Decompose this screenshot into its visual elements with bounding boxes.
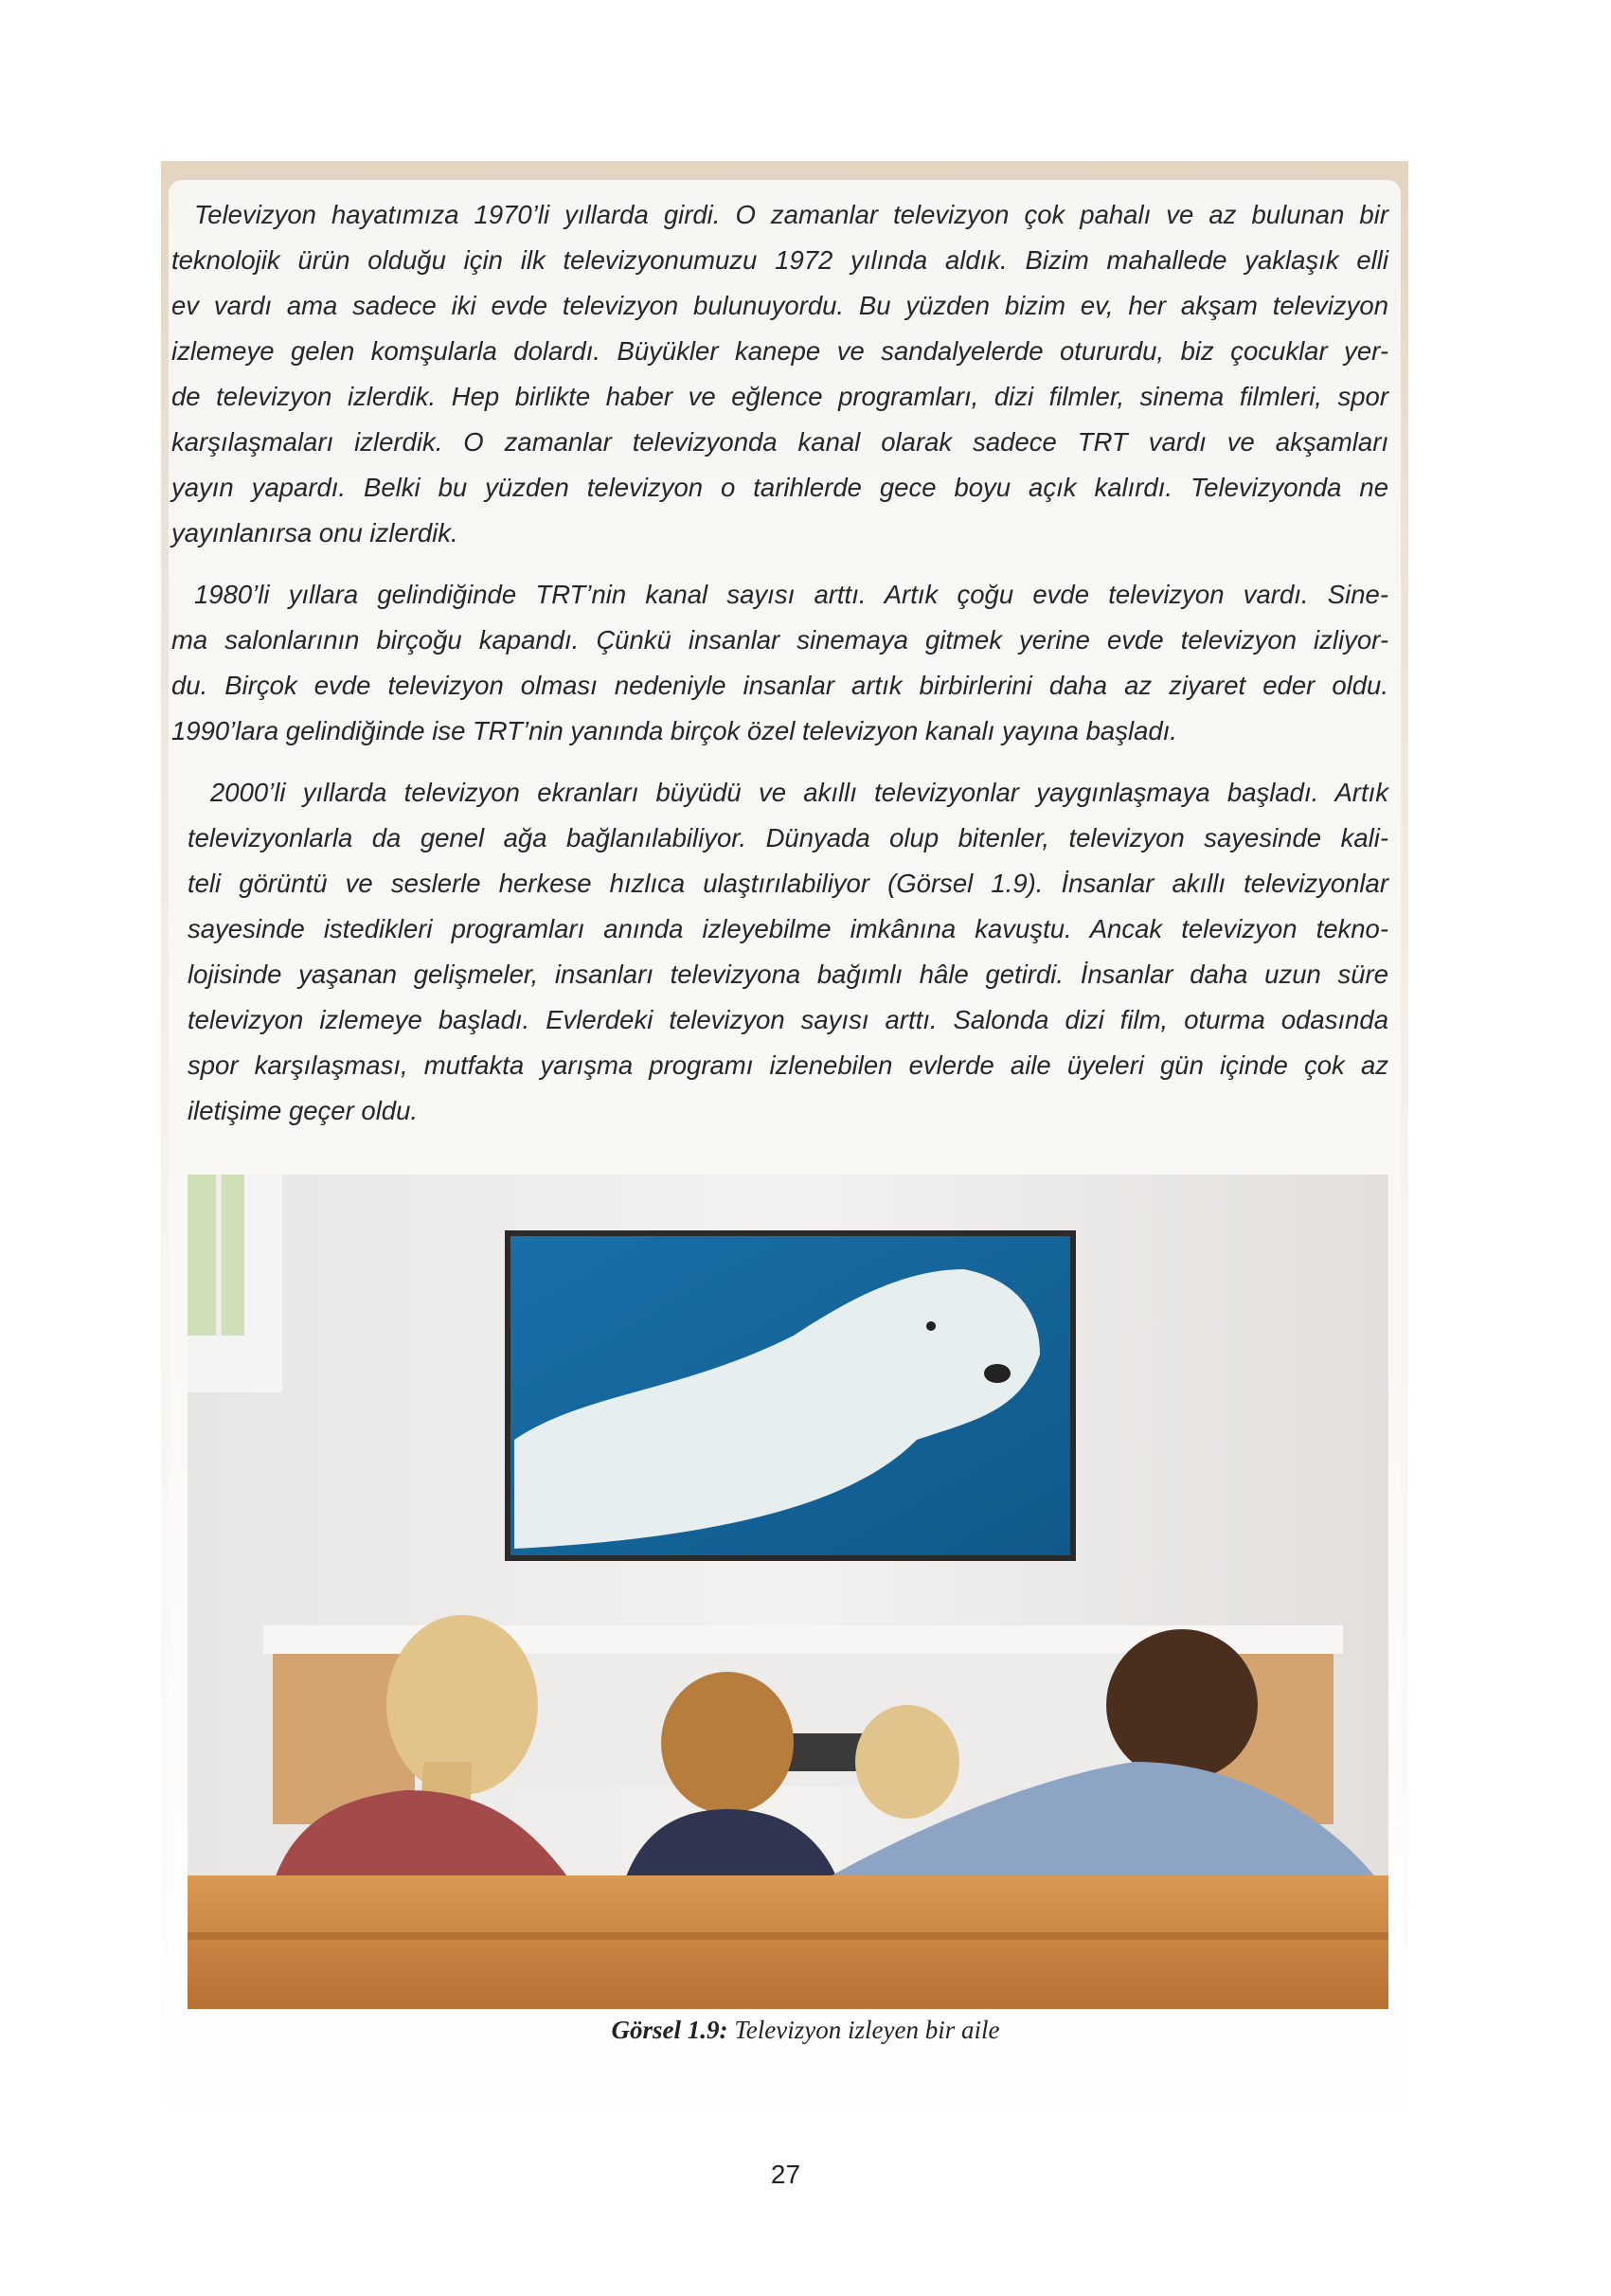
- text-line: 1980’li yıllara gelindiğinde TRT’nin kanal sayısı arttı. Artık çoğu evde televizyon vardı. Sine-: [194, 580, 1388, 609]
- text-line: 1990’lara gelindiğinde ise TRT’nin yanında birçok özel televizyon kanalı yayına başladı.: [171, 716, 1177, 745]
- text-line: televizyon izlemeye başladı. Evlerdeki televizyon sayısı arttı. Salonda dizi film, oturma odasında: [188, 1005, 1388, 1034]
- text-line: teknolojik ürün olduğu için ilk televizyonumuzu 1972 yılında aldık. Bizim mahallede yaklaşık elli: [171, 245, 1388, 275]
- tv-screen: [505, 1230, 1076, 1561]
- text-line: ma salonlarının birçoğu kapandı. Çünkü insanlar sinemaya gitmek yerine evde televizyon izliyor-: [171, 625, 1388, 655]
- paragraph-1970s: [171, 192, 1388, 556]
- text-line: de televizyon izlerdik. Hep birlikte haber ve eğlence programları, dizi filmler, sinema filmleri, spor: [171, 382, 1388, 411]
- family-watching-tv-photo: [188, 1175, 1388, 2009]
- paragraph-1980s: [171, 572, 1388, 754]
- text-line: 2000’li yıllarda televizyon ekranları büyüdü ve akıllı televizyonlar yaygınlaşmaya başladı. Artık: [210, 778, 1388, 807]
- text-line: du. Birçok evde televizyon olması nedeniyle insanlar artık birbirlerini daha az ziyaret eder oldu.: [171, 671, 1388, 700]
- text-line: iletişime geçer oldu.: [188, 1096, 419, 1125]
- text-line: lojisinde yaşanan gelişmeler, insanları televizyona bağımlı hâle getirdi. İnsanlar daha uzun süre: [188, 960, 1388, 989]
- page-number: 27: [770, 2160, 801, 2189]
- figure-caption-text: Televizyon izleyen bir aile: [727, 2016, 1000, 2044]
- text-line: teli görüntü ve seslerle herkese hızlıca ulaştırılabiliyor (Görsel 1.9). İnsanlar akıllı televizyonlar: [188, 869, 1388, 898]
- body-text: [171, 192, 1388, 1150]
- text-line: ev vardı ama sadece iki evde televizyon bulunuyordu. Bu yüzden bizim ev, her akşam televizyon: [171, 291, 1388, 320]
- text-line: yayınlanırsa onu izlerdik.: [171, 518, 458, 547]
- text-line: karşılaşmaları izlerdik. O zamanlar televizyonda kanal olarak sadece TRT vardı ve akşamları: [171, 427, 1388, 457]
- text-line: Televizyon hayatımıza 1970’li yıllarda girdi. O zamanlar televizyon çok pahalı ve az bulunan bir: [194, 200, 1388, 229]
- text-line: spor karşılaşması, mutfakta yarışma programı izlenebilen evlerde aile üyeleri gün içinde çok az: [188, 1050, 1388, 1080]
- text-line: sayesinde istedikleri programları anında izleyebilme imkânına kavuştu. Ancak televizyon tekno-: [188, 914, 1388, 943]
- figure-label: Görsel 1.9:: [611, 2016, 728, 2044]
- text-line: televizyonlarla da genel ağa bağlanılabiliyor. Dünyada olup bitenler, televizyon sayesinde kali-: [188, 823, 1388, 852]
- text-line: yayın yapardı. Belki bu yüzden televizyon o tarihlerde gece boyu açık kalırdı. Televizyonda ne: [171, 473, 1388, 502]
- text-line: izlemeye gelen komşularla dolardı. Büyükler kanepe ve sandalyelerde otururdu, biz çocuklar yer-: [171, 336, 1388, 366]
- figure-caption: [0, 2016, 1611, 2045]
- paragraph-2000s: [188, 770, 1388, 1134]
